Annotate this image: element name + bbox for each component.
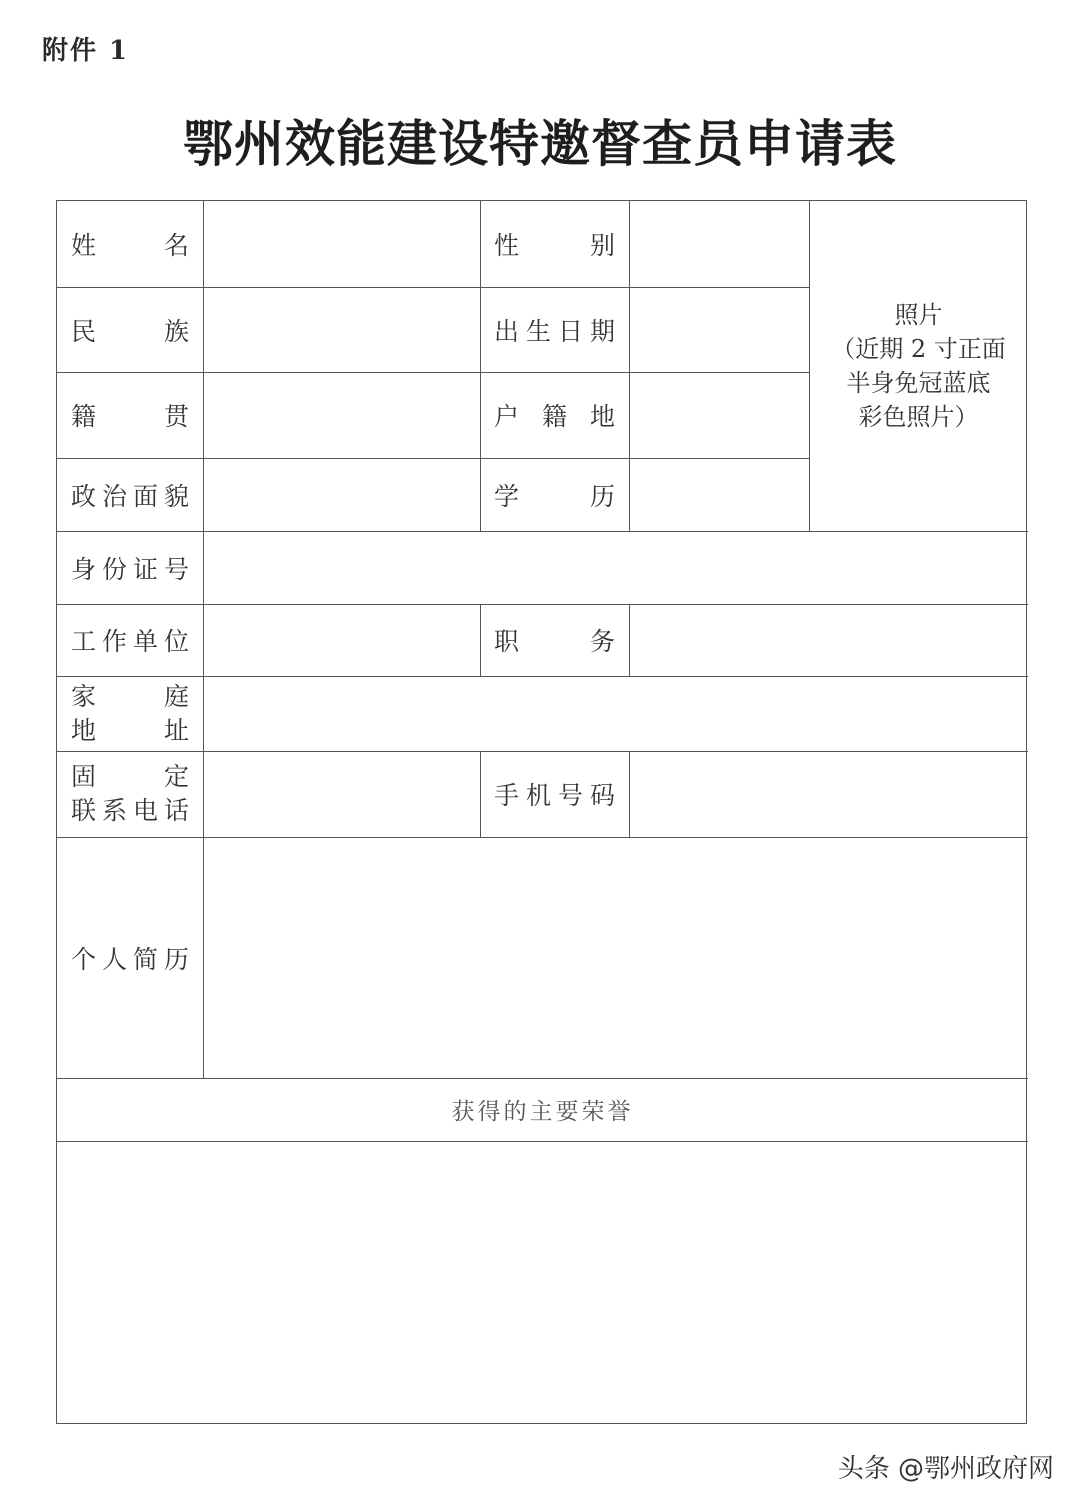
photo-caption: 照片 bbox=[894, 301, 943, 329]
input-work-unit[interactable] bbox=[203, 604, 480, 676]
photo-instruction-line: 彩色照片） bbox=[858, 403, 979, 431]
label-ethnicity: 民族 bbox=[71, 316, 189, 346]
label-line: 家庭 bbox=[71, 681, 189, 711]
input-household-registration[interactable] bbox=[629, 372, 809, 458]
input-position[interactable] bbox=[629, 604, 1028, 676]
form-title: 鄂州效能建设特邀督查员申请表 bbox=[183, 114, 897, 173]
input-ethnicity[interactable] bbox=[203, 287, 480, 372]
input-native-place[interactable] bbox=[203, 372, 480, 458]
input-name[interactable] bbox=[203, 201, 480, 287]
label-home-address bbox=[57, 680, 203, 748]
label-education: 学历 bbox=[494, 481, 615, 511]
application-form-table bbox=[56, 200, 1027, 1424]
label-gender: 性别 bbox=[494, 231, 615, 260]
label-resume: 个人简历 bbox=[71, 944, 189, 974]
input-birth-date[interactable] bbox=[629, 287, 809, 372]
attachment-label: 附件 1 bbox=[42, 36, 130, 66]
input-home-address[interactable] bbox=[203, 676, 1028, 751]
input-gender[interactable] bbox=[629, 201, 809, 287]
input-mobile[interactable] bbox=[629, 751, 1028, 837]
photo-instruction-line: （近期 2 寸正面 bbox=[831, 335, 1006, 363]
input-honors[interactable] bbox=[57, 1141, 1028, 1425]
label-line: 地址 bbox=[71, 715, 189, 745]
label-name: 姓名 bbox=[71, 231, 189, 260]
input-landline[interactable] bbox=[203, 751, 480, 837]
label-mobile: 手机号码 bbox=[494, 781, 615, 810]
label-birth-date: 出生日期 bbox=[494, 316, 615, 346]
photo-instruction-line: 半身免冠蓝底 bbox=[846, 369, 991, 397]
label-political-status: 政治面貌 bbox=[71, 481, 189, 511]
label-line: 联系电话 bbox=[71, 796, 189, 825]
label-household-registration: 户籍地 bbox=[494, 402, 615, 431]
input-id-number[interactable] bbox=[203, 531, 1028, 604]
label-position: 职务 bbox=[494, 627, 615, 656]
label-line: 固定 bbox=[71, 762, 189, 791]
input-resume[interactable] bbox=[203, 837, 1028, 1078]
label-landline bbox=[57, 760, 203, 828]
label-native-place: 籍贯 bbox=[71, 402, 189, 431]
photo-box[interactable] bbox=[809, 201, 1028, 531]
label-work-unit: 工作单位 bbox=[71, 627, 189, 656]
input-political-status[interactable] bbox=[203, 458, 480, 531]
label-id-number: 身份证号 bbox=[71, 554, 189, 584]
label-honors: 获得的主要荣誉 bbox=[451, 1099, 634, 1125]
input-education[interactable] bbox=[629, 458, 809, 531]
source-watermark: 头条 @鄂州政府网 bbox=[837, 1454, 1054, 1484]
